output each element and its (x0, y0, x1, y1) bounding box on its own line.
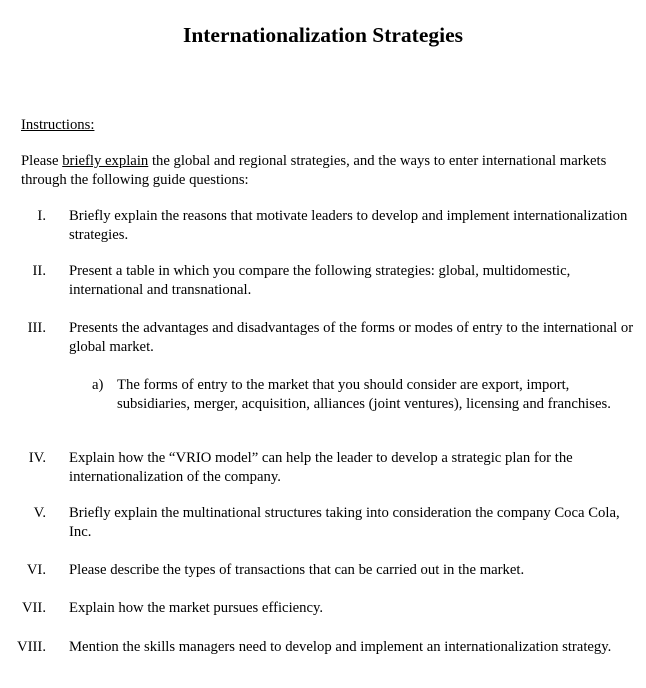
question-text: Mention the skills managers need to develop and implement an internationalization strategy. (69, 639, 612, 655)
question-number: I. (37, 208, 46, 224)
question-text: Present a table in which you compare the following strategies: global, multidomestic, international and transnational. (69, 263, 571, 298)
intro-underlined-text: briefly explain (62, 153, 149, 169)
question-text: Explain how the market pursues efficiency. (69, 600, 324, 616)
instructions-heading: Instructions: (21, 117, 95, 133)
question-number: VIII. (17, 639, 46, 655)
question-number: II. (32, 263, 46, 279)
question-text: Please describe the types of transactions that can be carried out in the market. (69, 562, 525, 578)
question-number: VI. (26, 562, 46, 578)
question-number: IV. (28, 450, 46, 466)
intro-text-end: the global and regional strategies, and the ways to enter international markets through the following guide questions: (21, 153, 607, 188)
question-text: Explain how the “VRIO model” can help the leader to develop a strategic plan for the internationalization of the company. (69, 450, 573, 485)
question-text: Presents the advantages and disadvantages of the forms or modes of entry to the international or global market. (69, 320, 634, 355)
question-number: VII. (21, 600, 46, 616)
sub-item-number: a) (92, 377, 104, 393)
intro-paragraph (21, 152, 633, 190)
sub-item-text: The forms of entry to the market that you should consider are export, import, subsidiaries, merger, acquisition, alliances (joint ventures), licensing and franchises. (117, 377, 611, 412)
intro-text-start: Please (21, 153, 63, 169)
question-text: Briefly explain the multinational structures taking into consideration the company Coca Cola, Inc. (69, 505, 620, 540)
question-number: III. (27, 320, 46, 336)
question-text: Briefly explain the reasons that motivate leaders to develop and implement internationalization strategies. (69, 208, 628, 243)
question-number: V. (33, 505, 46, 521)
document-title: Internationalization Strategies (182, 23, 464, 47)
